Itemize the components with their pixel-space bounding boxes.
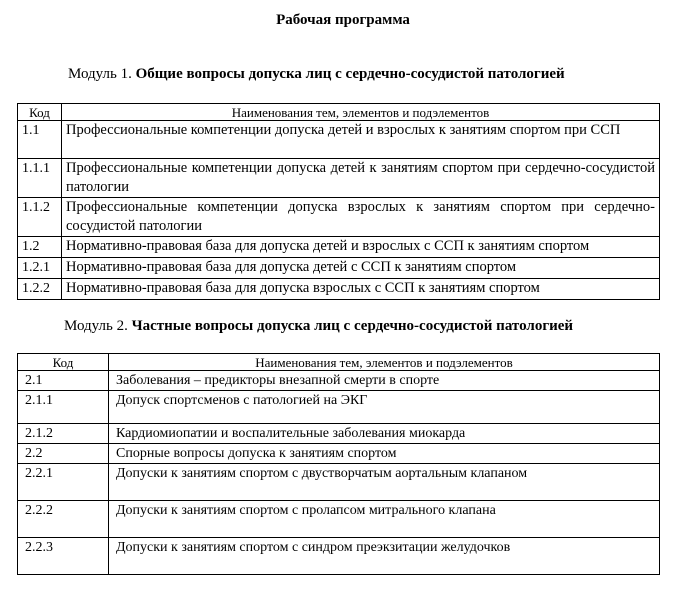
row-topic: Заболевания – предикторы внезапной смерти в спорте	[109, 371, 660, 391]
code-column-header: Код	[18, 354, 109, 371]
topics-column-header: Наименования тем, элементов и подэлементов	[62, 104, 660, 121]
table-row	[18, 424, 660, 444]
row-code: 2.2.1	[18, 464, 109, 501]
table-row	[18, 464, 660, 501]
table-row	[18, 159, 660, 198]
table-row	[18, 501, 660, 538]
table-header-row	[18, 354, 660, 371]
module-2-heading	[64, 318, 573, 335]
module-1-table	[17, 103, 660, 300]
row-topic: Спорные вопросы допуска к занятиям спортом	[109, 444, 660, 464]
row-code: 2.1.2	[18, 424, 109, 444]
row-topic: Профессиональные компетенции допуска взрослых к занятиям спортом при сердечно-сосудистой патологии	[62, 198, 660, 237]
row-topic: Профессиональные компетенции допуска детей и взрослых к занятиям спортом при ССП	[62, 121, 660, 159]
table-row	[18, 198, 660, 237]
row-code: 1.1.2	[18, 198, 62, 237]
table-row	[18, 391, 660, 424]
table-row	[18, 258, 660, 279]
row-topic: Нормативно-правовая база для допуска детей с ССП к занятиям спортом	[62, 258, 660, 279]
module-1-label: Модуль 1.	[68, 66, 132, 82]
row-code: 1.2.2	[18, 279, 62, 300]
topics-column-header: Наименования тем, элементов и подэлементов	[109, 354, 660, 371]
table-row	[18, 237, 660, 258]
row-topic: Допуски к занятиям спортом с пролапсом митрального клапана	[109, 501, 660, 538]
table-row	[18, 279, 660, 300]
document-title: Рабочая программа	[276, 12, 410, 28]
row-code: 2.1.1	[18, 391, 109, 424]
module-2-table	[17, 353, 660, 575]
row-topic: Нормативно-правовая база для допуска взрослых с ССП к занятиям спортом	[62, 279, 660, 300]
row-topic: Нормативно-правовая база для допуска детей и взрослых с ССП к занятиям спортом	[62, 237, 660, 258]
table-row	[18, 371, 660, 391]
row-code: 1.1.1	[18, 159, 62, 198]
table-header-row	[18, 104, 660, 121]
row-topic: Допуск спортсменов с патологией на ЭКГ	[109, 391, 660, 424]
row-code: 2.2	[18, 444, 109, 464]
row-topic: Профессиональные компетенции допуска детей к занятиям спортом при сердечно-сосудистой патологии	[62, 159, 660, 198]
module-1-heading	[68, 66, 565, 83]
table-row	[18, 538, 660, 575]
table-row	[18, 121, 660, 159]
row-code: 1.2	[18, 237, 62, 258]
module-2-name: Частные вопросы допуска лиц с сердечно-сосудистой патологией	[131, 318, 574, 334]
code-column-header: Код	[18, 104, 62, 121]
row-topic: Кардиомиопатии и воспалительные заболевания миокарда	[109, 424, 660, 444]
row-topic: Допуски к занятиям спортом с двустворчатым аортальным клапаном	[109, 464, 660, 501]
row-code: 1.2.1	[18, 258, 62, 279]
module-1-name: Общие вопросы допуска лиц с сердечно-сосудистой патологией	[135, 66, 565, 82]
row-topic: Допуски к занятиям спортом с синдром преэкзитации желудочков	[109, 538, 660, 575]
row-code: 2.2.2	[18, 501, 109, 538]
row-code: 2.1	[18, 371, 109, 391]
table-row	[18, 444, 660, 464]
row-code: 1.1	[18, 121, 62, 159]
row-code: 2.2.3	[18, 538, 109, 575]
module-2-label: Модуль 2.	[64, 318, 128, 334]
